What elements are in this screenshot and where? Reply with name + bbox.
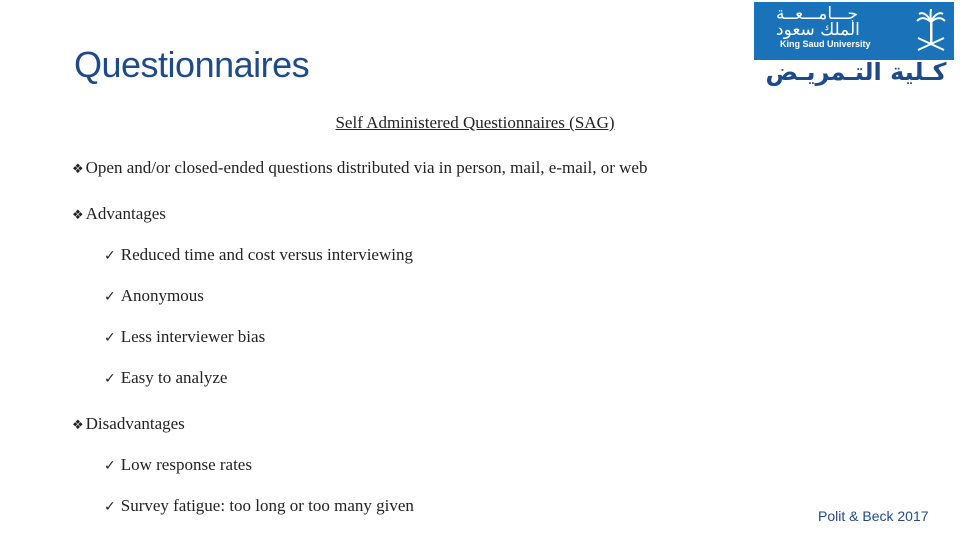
checkmark-icon: ✓	[104, 499, 116, 515]
advantage-text: Less interviewer bias	[120, 327, 266, 346]
university-logo	[754, 2, 954, 60]
checkmark-icon: ✓	[104, 248, 116, 264]
logo-english-name: King Saud University	[780, 39, 871, 49]
college-name: كـلية التـمريـض	[765, 58, 947, 86]
bullet-item	[72, 414, 185, 434]
checkmark-icon: ✓	[104, 289, 116, 305]
disadvantage-text: Survey fatigue: too long or too many given	[120, 496, 414, 515]
checkmark-icon: ✓	[104, 458, 116, 474]
disadvantage-text: Low response rates	[120, 455, 252, 474]
advantage-item	[104, 327, 265, 347]
slide-subtitle: Self Administered Questionnaires (SAG)	[335, 113, 615, 132]
citation-footer: Polit & Beck 2017	[818, 508, 929, 524]
advantage-item	[104, 286, 204, 306]
advantage-item	[104, 368, 227, 388]
disadvantage-item	[104, 455, 252, 475]
checkmark-icon: ✓	[104, 330, 116, 346]
bullet-item	[72, 158, 647, 178]
advantage-text: Anonymous	[120, 286, 204, 305]
logo-arabic-line1: جـــامـــعــة	[776, 4, 858, 24]
bullet-item	[72, 204, 166, 224]
slide-title: Questionnaires	[74, 44, 310, 85]
disadvantage-item	[104, 496, 414, 516]
checkmark-icon: ✓	[104, 371, 116, 387]
logo-arabic-line2: الملك سعود	[776, 20, 860, 40]
diamond-bullet-icon: ❖	[72, 208, 84, 223]
diamond-bullet-icon: ❖	[72, 418, 84, 433]
advantage-text: Reduced time and cost versus interviewing	[120, 245, 413, 264]
advantage-item	[104, 245, 413, 265]
diamond-bullet-icon: ❖	[72, 162, 84, 177]
bullet-text: Advantages	[85, 204, 166, 223]
bullet-text: Disadvantages	[85, 414, 185, 433]
advantage-text: Easy to analyze	[120, 368, 228, 387]
bullet-text: Open and/or closed-ended questions distributed via in person, mail, e-mail, or web	[85, 158, 648, 177]
palm-swords-emblem-icon	[914, 8, 948, 54]
